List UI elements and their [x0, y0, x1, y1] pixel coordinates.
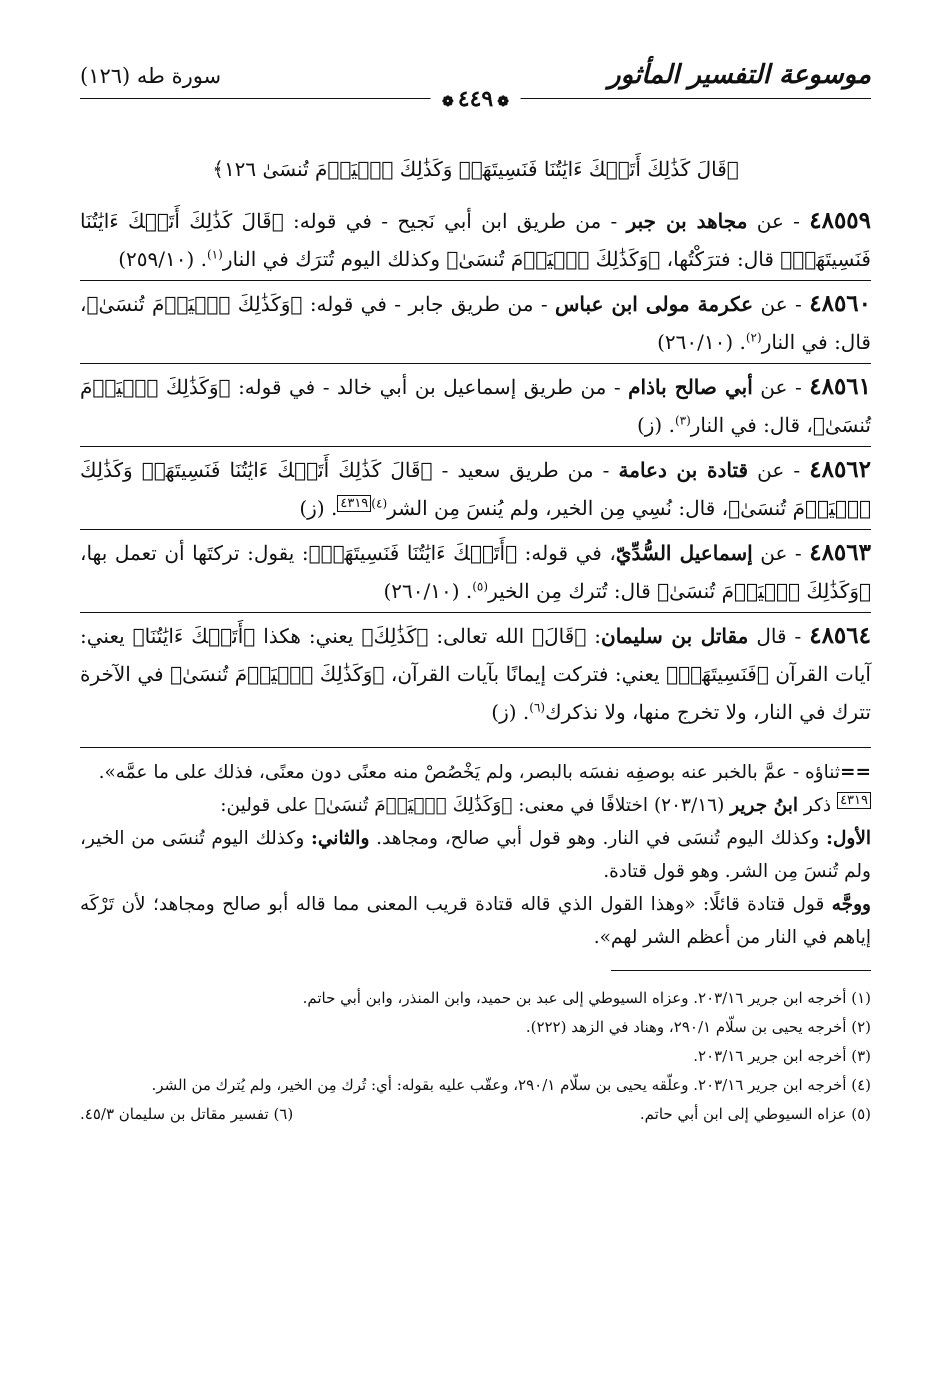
- footnote-1: (١) أخرجه ابن جرير ٢٠٣/١٦. وعزاه السيوطي إلى عبد بن حميد، وابن المنذر، وابن أبي حاتم.: [302, 989, 871, 1007]
- page-number: [430, 86, 521, 112]
- entry-text: ، في قوله: ﴿أَتَتۡكَ ءَايَٰتُنَا فَنَسِيتَهَاۖ﴾: يقول: تركتَها أن تعمل بها، ﴿وَكَذَٰلِكَ ٱلۡيَوۡمَ تُنسَىٰ﴾ قال: تُترك مِن الخير: [80, 541, 871, 603]
- entry-text: - من طريق جابر - في قوله: ﴿وَكَذَٰلِكَ ٱلۡيَوۡمَ تُنسَىٰ﴾، قال: في النار: [80, 292, 871, 354]
- commentary-marker-box: ٤٣١٩: [837, 792, 871, 809]
- weighing-label: ووجَّه: [831, 894, 871, 915]
- entry-number: ٤٨٥٦١: [809, 373, 872, 400]
- footnote-3: (٣) أخرجه ابن جرير ٢٠٣/١٦.: [693, 1047, 871, 1065]
- entry-number: ٤٨٥٦٠: [809, 290, 872, 317]
- entry-text: - من طريق ابن أبي نَجيح - في قوله: ﴿قَالَ كَذَٰلِكَ أَتَتۡكَ ءَايَٰتُنَا فَنَسِيتَهَاۖ﴾ قال: فترَكْتُها، ﴿وَكَذَٰلِكَ ٱلۡيَوۡمَ تُنسَىٰ﴾ وكذلك اليوم تُترَك في النار: [80, 209, 871, 271]
- page-number-text: ٤٤٩: [457, 86, 494, 112]
- commentary-text: ثناؤه - عمَّ بالخبر عنه بوصفِه نفسَه بالبصر، ولم يَخْصُصْ منه معنًى دون معنًى، فذلك على ما عمَّه».: [98, 762, 840, 783]
- ornament-icon: ❁: [442, 94, 454, 110]
- entry-prefix: - عن: [760, 541, 802, 565]
- entry-48560: [80, 285, 871, 364]
- entry-48563: [80, 534, 871, 613]
- footnote-marker: (٥): [472, 579, 489, 594]
- commentary-intro: [80, 789, 871, 822]
- entry-text-end: .: [200, 247, 207, 271]
- entry-text-end: .: [465, 579, 473, 603]
- footnote-marker: (١): [206, 247, 223, 262]
- commentary-opinions: [80, 822, 871, 888]
- entry-prefix: - عن: [760, 292, 802, 316]
- entry-text-end: .: [668, 413, 675, 437]
- footnote-4: (٤) أخرجه ابن جرير ٢٠٣/١٦. وعلّقه يحيى بن سلّام ٢٩٠/١، وعقّب عليه بقوله: أي: تُرك مِن الخير، ولم يُترك من الشر.: [151, 1076, 871, 1094]
- entry-author: إسماعيل السُّدِّيّ: [615, 541, 753, 565]
- entry-prefix: - عن: [760, 375, 802, 399]
- entry-text: : ﴿قَالَ﴾ الله تعالى: ﴿كَذَٰلِكَ﴾ يعني: هكذا ﴿أَتَتۡكَ ءَايَٰتُنَا﴾ يعني: آيات القرآن ﴿فَنَسِيتَهَاۖ﴾ يعني: فتركت إيمانًا بآيات القرآن، ﴿وَكَذَٰلِكَ ٱلۡيَوۡمَ تُنسَىٰ﴾ في الآخرة تترك في النار، ولا تخرج منها، ولا نذكرك: [80, 624, 871, 724]
- entry-author: قتادة بن دعامة: [618, 458, 749, 482]
- entry-number: ٤٨٥٦٢: [809, 456, 872, 483]
- continuation-mark: ==: [839, 762, 871, 783]
- footnote-6: (٦) تفسير مقاتل بن سليمان ٤٥/٣.: [80, 1105, 294, 1123]
- footnotes-section: [80, 970, 871, 1129]
- surah-label: سورة طه (١٢٦): [80, 64, 222, 88]
- commentary-text: (٢٠٣/١٦) اختلافًا في معنى: ﴿وَكَذَٰلِكَ ٱلۡيَوۡمَ تُنسَىٰ﴾ على قولين:: [220, 795, 725, 816]
- weighing-text: قول قتادة قائلًا: «وهذا القول الذي قاله قتادة قريب المعنى مما قاله أبو صالح ومجاهد؛ لأن تَرْكَه إياهم في النار من أعظم الشر لهم».: [80, 894, 871, 948]
- entry-48561: [80, 368, 871, 447]
- entry-reference: (٢٥٩/١٠): [118, 247, 195, 271]
- footnote-rule: [611, 970, 871, 971]
- entry-text: - من طريق سعيد - ﴿قَالَ كَذَٰلِكَ أَتَتۡكَ ءَايَٰتُنَا فَنَسِيتَهَاۖ وَكَذَٰلِكَ ٱلۡيَوۡمَ تُنسَىٰ﴾، قال: نُسِي مِن الخير، ولم يُنسَ مِن الشر: [80, 458, 871, 520]
- commentary-weighing: [80, 888, 871, 954]
- entry-prefix: - عن: [756, 209, 800, 233]
- commentary-marker-box: ٤٣١٩: [337, 495, 371, 512]
- book-title: موسوعة التفسير المأثور: [608, 60, 871, 90]
- footnote-5: (٥) عزاه السيوطي إلى ابن أبي حاتم.: [639, 1105, 871, 1123]
- commentary-continuation: [80, 756, 871, 789]
- entry-48562: [80, 451, 871, 530]
- entry-author: مقاتل بن سليمان: [601, 624, 749, 648]
- entry-reference: (ز): [636, 413, 663, 437]
- entry-text-end: .: [331, 496, 338, 520]
- entry-48559: [80, 202, 871, 281]
- entry-reference: (ز): [491, 700, 517, 724]
- entry-number: ٤٨٥٦٤: [809, 622, 871, 649]
- entry-author: مجاهد بن جبر: [626, 209, 748, 233]
- page-header: [80, 60, 871, 112]
- entry-48564: [80, 617, 871, 733]
- entry-number: ٤٨٥٦٣: [809, 539, 871, 566]
- entries-list: [80, 202, 871, 733]
- entry-author: أبي صالح باذام: [628, 375, 753, 399]
- first-opinion-label: الأول:: [826, 828, 872, 849]
- entry-text-end: .: [739, 330, 746, 354]
- footnote-marker: (٣): [674, 413, 691, 428]
- second-opinion-label: والثاني:: [311, 828, 370, 849]
- entry-reference: (٢٦٠/١٠): [383, 579, 460, 603]
- footnote-marker: (٤): [371, 496, 388, 511]
- entry-prefix: - قال: [756, 624, 802, 648]
- entry-text-end: .: [522, 700, 530, 724]
- entry-number: ٤٨٥٥٩: [809, 207, 872, 234]
- entry-prefix: - عن: [757, 458, 801, 482]
- verse-heading: ﴿قَالَ كَذَٰلِكَ أَتَتۡكَ ءَايَٰتُنَا فَنَسِيتَهَاۖ وَكَذَٰلِكَ ٱلۡيَوۡمَ تُنسَىٰ ١٢٦﴾: [212, 157, 739, 181]
- entry-reference: (ز): [299, 496, 325, 520]
- entry-author: عكرمة مولى ابن عباس: [555, 292, 754, 316]
- ornament-icon: ❁: [497, 94, 509, 110]
- commentary-author: ابنُ جرير: [730, 795, 799, 816]
- footnote-marker: (٢): [745, 330, 762, 345]
- entry-text: - من طريق إسماعيل بن أبي خالد - في قوله: ﴿وَكَذَٰلِكَ ٱلۡيَوۡمَ تُنسَىٰ﴾، قال: في النار: [80, 375, 871, 437]
- entry-reference: (٢٦٠/١٠): [657, 330, 734, 354]
- commentary-text: ذكر: [803, 795, 832, 816]
- second-opinion-text: وكذلك اليوم تُنسَى من الخير، ولم تُنسَ مِن الشر. وهو قول قتادة.: [80, 828, 871, 882]
- commentary-section: [80, 747, 871, 954]
- footnote-2: (٢) أخرجه يحيى بن سلّام ٢٩٠/١، وهناد في الزهد (٢٢٢).: [525, 1018, 871, 1036]
- footnote-marker: (٦): [529, 700, 546, 715]
- first-opinion-text: وكذلك اليوم تُنسَى في النار. وهو قول أبي صالح، ومجاهد.: [376, 828, 820, 849]
- footnote-row: [80, 1100, 871, 1129]
